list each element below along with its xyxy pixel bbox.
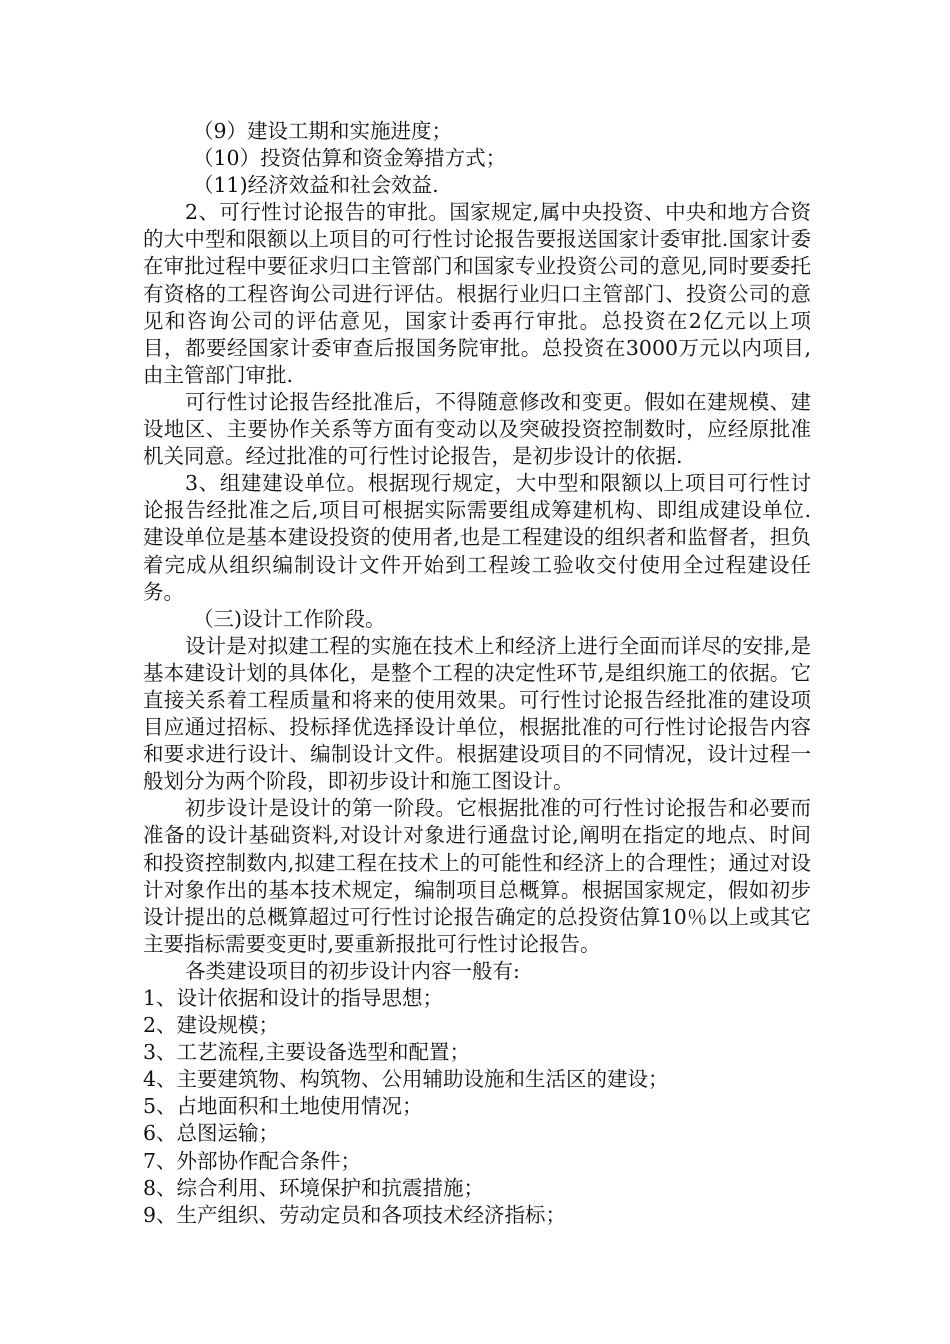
list-item: 2、建设规模； bbox=[143, 1013, 280, 1038]
list-item-schedule: （9）建设工期和实施进度； bbox=[193, 119, 453, 143]
paragraph-design-intro: 设计是对拟建工程的实施在技术上和经济上进行全面而详尽的安排,是基本建设计划的具体化，是整个工程的决定性环节,是组织施工的依据。它直接关系着工程质量和将来的使用效果。可行性讨论报告经批准的建设项目应通过招标、投标择优选择设计单位，根据批准的可行性讨论报告内容和要求进行设计、编制设计文件。根据建设项目的不同情况，设计过程一般划分为两个阶段，即初步设计和施工图设计。 bbox=[143, 633, 811, 794]
list-item-benefits: （11)经济效益和社会效益. bbox=[193, 173, 439, 198]
paragraph-construction-unit: 3、组建建设单位。根据现行规定，大中型和限额以上项目可行性讨论报告经批准之后,项目可根据实际需要组成筹建机构、即组成建设单位.建设单位是基本建设投资的使用者,也是工程建设的组织者和监督者，担负着完成从组织编制设计文件开始到工程竣工验收交付使用全过程建设任务。 bbox=[143, 471, 811, 604]
list-item: 9、生产组织、劳动定员和各项技术经济指标； bbox=[143, 1202, 567, 1227]
section-heading-design-stage: （三)设计工作阶段。 bbox=[193, 606, 386, 631]
paragraph-approval: 2、可行性讨论报告的审批。国家规定,属中央投资、中央和地方合资的大中型和限额以上项目的可行性讨论报告要报送国家计委审批.国家计委在审批过程中要征求归口主管部门和国家专业投资公司的意见,同时要委托有资格的工程咨询公司进行评估。根据行业归口主管部门、投资公司的意见和咨询公司的评估意见，国家计委再行审批。总投资在2亿元以上项目，都要经国家计委审查后报国务院审批。总投资在3000万元以内项目,由主管部门审批. bbox=[143, 200, 811, 387]
list-item-investment: （10）投资估算和资金筹措方式； bbox=[193, 146, 507, 171]
list-item: 8、综合利用、环境保护和抗震措施； bbox=[143, 1175, 485, 1200]
paragraph-no-modification: 可行性讨论报告经批准后，不得随意修改和变更。假如在建规模、建设地区、主要协作关系等方面有变动以及突破投资控制数时，应经原批准机关同意。经过批准的可行性讨论报告，是初步设计的依据. bbox=[143, 389, 811, 469]
document-page bbox=[143, 118, 811, 1229]
list-item: 4、主要建筑物、构筑物、公用辅助设施和生活区的建设； bbox=[143, 1067, 669, 1092]
list-item: 5、占地面积和土地使用情况； bbox=[143, 1094, 423, 1119]
paragraph-preliminary-design: 初步设计是设计的第一阶段。它根据批准的可行性讨论报告和必要而准备的设计基础资料,对设计对象进行通盘讨论,阐明在指定的地点、时间和投资控制数内,拟建工程在技术上的可能性和经济上的合理性；通过对设计对象作出的基本技术规定，编制项目总概算。根据国家规定，假如初步设计提出的总概算超过可行性讨论报告确定的总投资估算10％以上或其它主要指标需要变更时,要重新报批可行性讨论报告。 bbox=[143, 796, 811, 956]
list-item: 7、外部协作配合条件； bbox=[143, 1148, 362, 1173]
list-item: 3、工艺流程,主要设备选型和配置； bbox=[143, 1040, 471, 1065]
list-item: 1、设计依据和设计的指导思想； bbox=[143, 986, 444, 1010]
list-item: 6、总图运输； bbox=[143, 1121, 280, 1146]
paragraph-design-contents-intro: 各类建设项目的初步设计内容一般有: bbox=[185, 958, 520, 983]
